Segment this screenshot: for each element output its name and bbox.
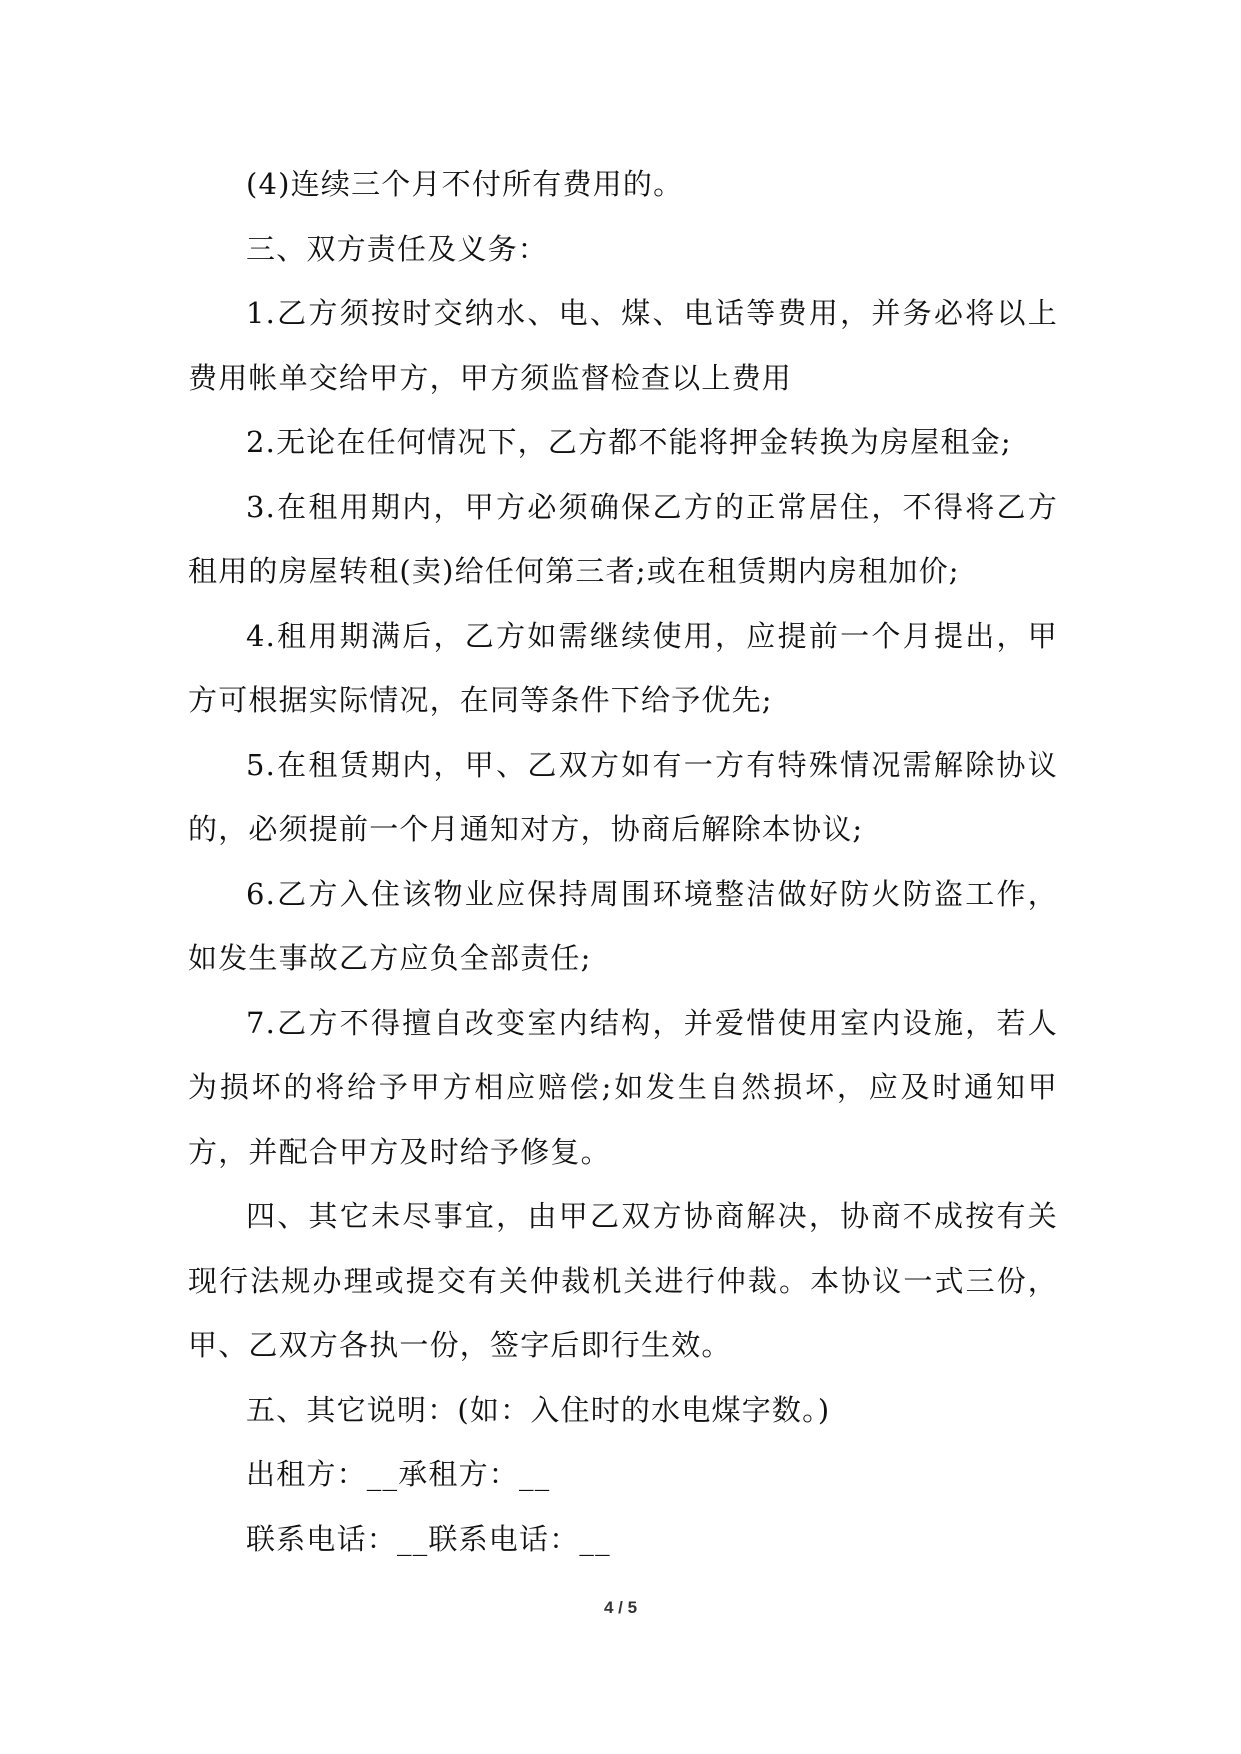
duty-3-no-sublet: 3.在租用期内，甲方必须确保乙方的正常居住，不得将乙方租用的房屋转租(卖)给任何第三者;或在租赁期内房租加价;: [188, 489, 1058, 588]
clause-4-unpaid-fees: (4)连续三个月不付所有费用的。: [246, 167, 684, 201]
signature-line-parties: 出租方：__承租方：__: [246, 1457, 551, 1491]
duty-1-utility-fees: 1.乙方须按时交纳水、电、煤、电话等费用，并务必将以上费用帐单交给甲方，甲方须监督检查以上费用: [188, 296, 1058, 395]
duty-5-termination: 5.在租赁期内，甲、乙双方如有一方有特殊情况需解除协议的，必须提前一个月通知对方，协商后解除本协议;: [188, 747, 1058, 846]
duty-4-renewal: 4.租用期满后，乙方如需继续使用，应提前一个月提出，甲方可根据实际情况，在同等条件下给予优先;: [188, 618, 1058, 717]
document-body: [188, 152, 1058, 1571]
duty-7-structure: 7.乙方不得擅自改变室内结构，并爱惜使用室内设施，若人为损坏的将给予甲方相应赔偿;如发生自然损坏，应及时通知甲方，并配合甲方及时给予修复。: [188, 1005, 1058, 1169]
duty-2-deposit: 2.无论在任何情况下，乙方都不能将押金转换为房屋租金;: [246, 425, 1012, 459]
duty-6-safety: 6.乙方入住该物业应保持周围环境整洁做好防火防盗工作，如发生事故乙方应负全部责任;: [188, 876, 1058, 975]
signature-line-phones: 联系电话：__联系电话：__: [246, 1521, 611, 1556]
section-5-notes: 五、其它说明：(如：入住时的水电煤字数。): [246, 1392, 831, 1427]
section-4-other-matters: 四、其它未尽事宜，由甲乙双方协商解决，协商不成按有关现行法规办理或提交有关仲裁机关进行仲裁。本协议一式三份，甲、乙双方各执一份，签字后即行生效。: [188, 1199, 1058, 1362]
page-number: 4 / 5: [603, 1598, 638, 1617]
section-3-heading: 三、双方责任及义务：: [246, 231, 549, 266]
